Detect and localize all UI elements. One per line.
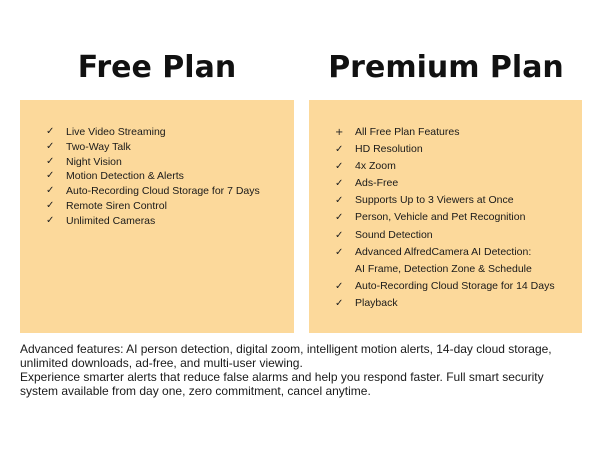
premium-feature-label: Auto-Recording Cloud Storage for 14 Days <box>355 279 555 292</box>
premium-feature-label: Ads-Free <box>355 177 399 190</box>
free-feature-label: Live Video Streaming <box>66 126 166 138</box>
check-icon: ✓ <box>46 126 55 137</box>
free-feature-item <box>46 214 294 229</box>
premium-feature-item <box>335 158 582 175</box>
free-feature-label: Remote Siren Control <box>66 199 167 212</box>
premium-feature-item <box>335 175 582 192</box>
check-icon: ✓ <box>46 170 55 182</box>
check-icon: ✓ <box>335 297 344 309</box>
description-paragraph-benefits: Experience smarter alerts that reduce false alarms and help you respond faster. Full smart security system available from day one, zero commitment, cancel anytime. <box>20 370 544 398</box>
premium-feature-label: AI Frame, Detection Zone & Schedule <box>355 262 532 275</box>
description-paragraph-features: Advanced features: AI person detection, digital zoom, intelligent motion alerts, 14-day cloud storage, unlimited downloads, ad-free, and multi-user viewing. <box>20 342 552 370</box>
check-icon: ✓ <box>46 140 55 152</box>
premium-feature-label: Advanced AlfredCamera AI Detection: <box>355 245 532 258</box>
check-icon: ✓ <box>46 155 55 167</box>
premium-plan-card <box>309 100 582 333</box>
premium-plan-title: Premium Plan <box>328 50 564 85</box>
premium-feature-item <box>335 278 582 295</box>
free-feature-item <box>46 155 294 170</box>
premium-feature-item <box>335 124 582 141</box>
premium-feature-item <box>335 141 582 158</box>
premium-feature-item <box>335 295 582 312</box>
check-icon: ✓ <box>335 246 344 258</box>
premium-feature-label: Person, Vehicle and Pet Recognition <box>355 211 526 224</box>
plus-icon: + <box>335 127 344 138</box>
free-feature-item <box>46 140 294 155</box>
premium-feature-label: All Free Plan Features <box>355 126 460 138</box>
free-feature-label: Night Vision <box>66 155 122 168</box>
check-icon: ✓ <box>46 214 55 226</box>
premium-feature-item <box>335 244 582 261</box>
premium-feature-label: 4x Zoom <box>355 160 396 173</box>
check-icon: ✓ <box>46 185 55 197</box>
free-feature-label: Auto-Recording Cloud Storage for 7 Days <box>66 185 260 198</box>
premium-feature-label: HD Resolution <box>355 143 423 156</box>
free-feature-label: Two-Way Talk <box>66 140 131 153</box>
free-feature-item <box>46 169 294 184</box>
free-feature-item <box>46 199 294 214</box>
check-icon: ✓ <box>335 212 344 224</box>
check-icon: ✓ <box>335 161 344 173</box>
plans-description <box>20 342 580 398</box>
free-feature-item <box>46 125 294 140</box>
check-icon: ✓ <box>335 144 344 156</box>
free-plan-title: Free Plan <box>77 50 237 85</box>
check-icon: ✓ <box>335 195 344 207</box>
check-icon: ✓ <box>46 199 55 211</box>
premium-feature-item <box>335 209 582 226</box>
check-icon: ✓ <box>335 178 344 190</box>
free-feature-item <box>46 184 294 199</box>
free-feature-label: Unlimited Cameras <box>66 214 156 227</box>
premium-feature-item <box>335 261 582 278</box>
check-icon: ✓ <box>335 229 344 241</box>
check-icon: ✓ <box>335 280 344 292</box>
premium-feature-label: Playback <box>355 296 398 309</box>
free-plan-card <box>20 100 294 333</box>
premium-feature-item <box>335 227 582 244</box>
premium-feature-label: Supports Up to 3 Viewers at Once <box>355 194 514 207</box>
premium-feature-label: Sound Detection <box>355 228 433 241</box>
free-feature-label: Motion Detection & Alerts <box>66 170 184 183</box>
premium-feature-item <box>335 192 582 209</box>
